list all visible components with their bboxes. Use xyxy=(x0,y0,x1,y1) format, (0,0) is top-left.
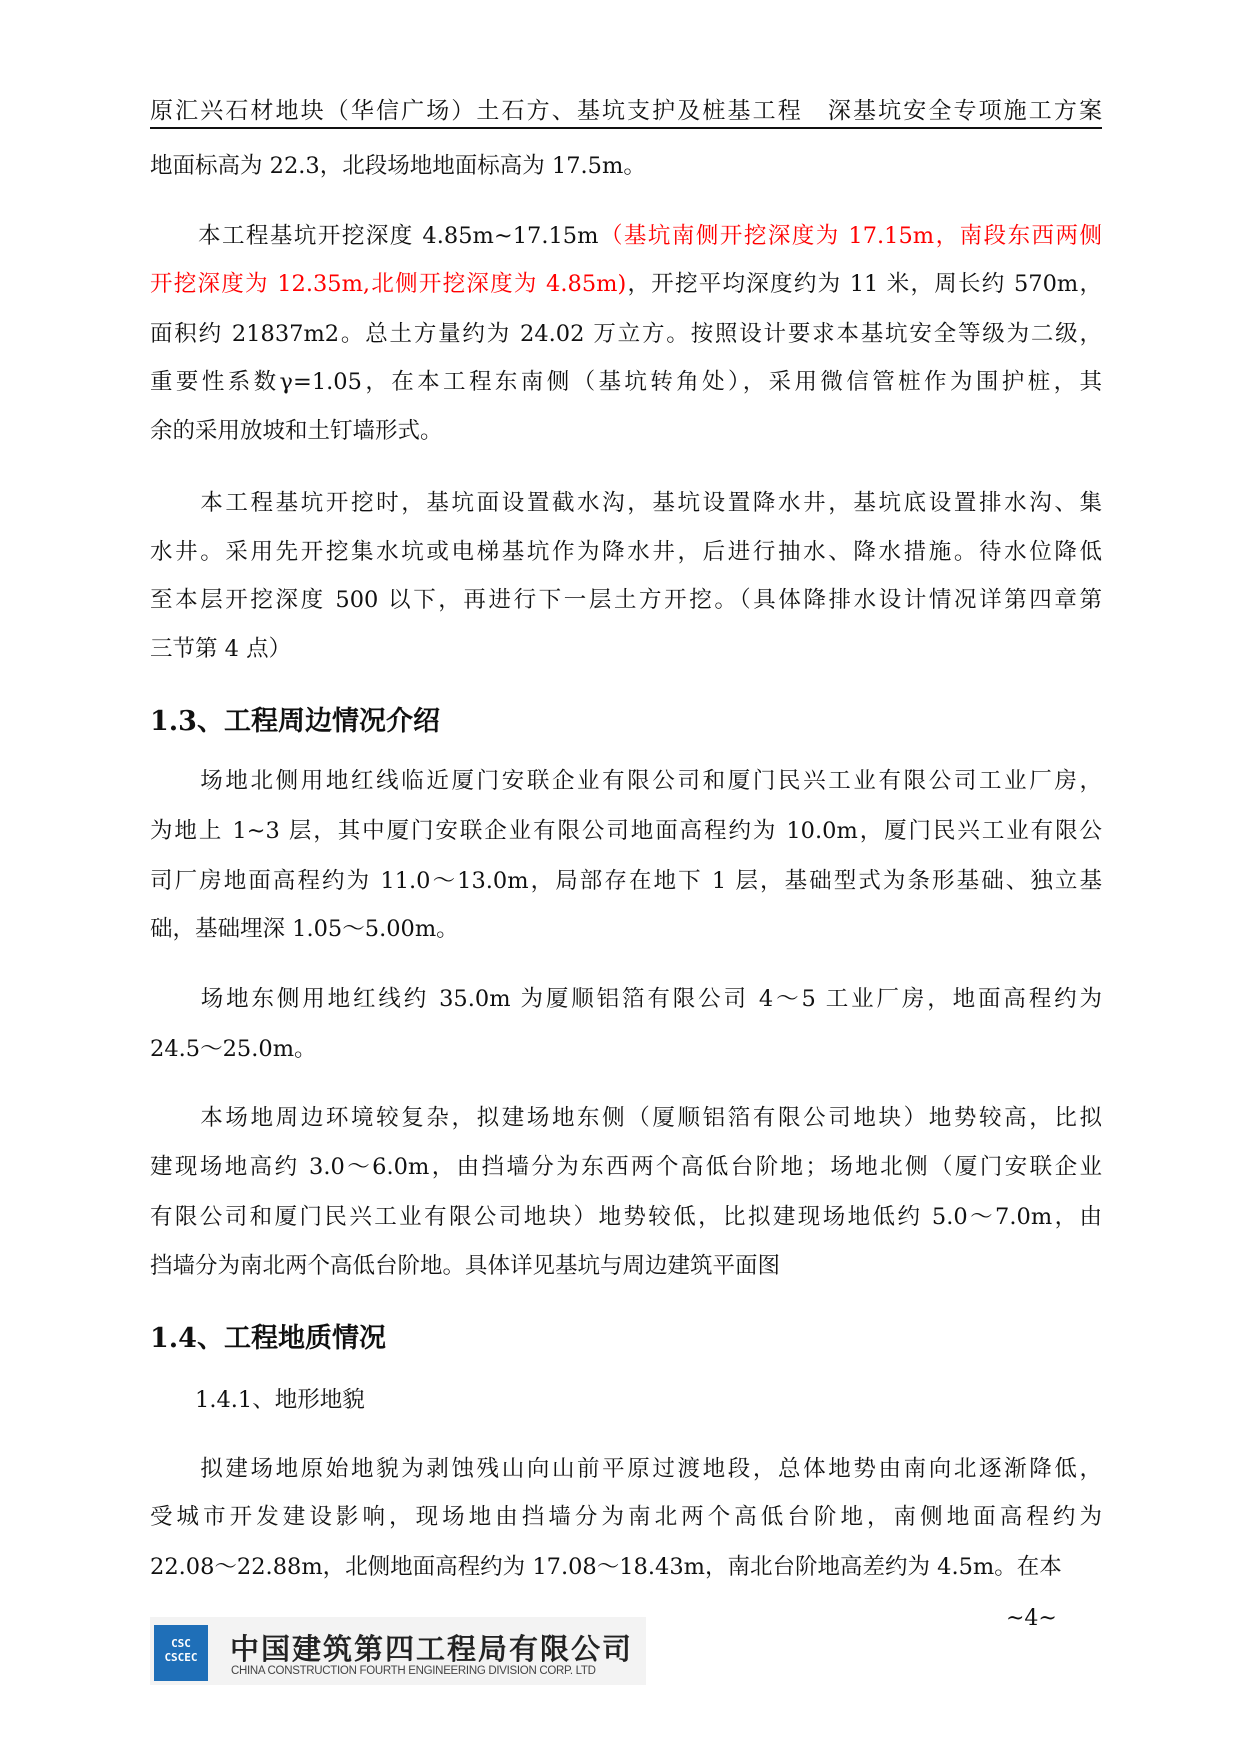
company-logo xyxy=(150,1617,646,1685)
paragraph-line xyxy=(150,866,1102,896)
text-segment: 为地上 1~3 层，其中厦门安联企业有限公司地面高程约为 10.0m，厦门民兴工业有限公 xyxy=(150,818,1102,844)
paragraph-line xyxy=(150,984,1102,1014)
paragraph-line xyxy=(150,766,1102,796)
paragraph-line xyxy=(150,1552,1102,1582)
text-segment: 余的采用放坡和土钉墙形式。 xyxy=(150,418,443,444)
paragraph-line xyxy=(150,151,1102,181)
paragraph-line xyxy=(150,269,1102,299)
paragraph-line xyxy=(150,1034,1102,1064)
section-heading-1-3: 1.3、工程周边情况介绍 xyxy=(150,706,440,737)
highlighted-text: 开挖深度为 12.35m,北侧开挖深度为 4.85m) xyxy=(150,271,627,297)
text-segment: 水井。采用先开挖集水坑或电梯基坑作为降水井，后进行抽水、降水措施。待水位降低 xyxy=(150,539,1102,565)
paragraph-line xyxy=(150,537,1102,567)
paragraph-line xyxy=(150,1202,1102,1232)
paragraph-line xyxy=(150,585,1102,615)
text-segment: 24.5～25.0m。 xyxy=(150,1036,317,1062)
text-segment: 场地北侧用地红线临近厦门安联企业有限公司和厦门民兴工业有限公司工业厂房， xyxy=(150,768,1102,794)
paragraph-line xyxy=(150,816,1102,846)
text-segment: 本工程基坑开挖时，基坑面设置截水沟，基坑设置降水井，基坑底设置排水沟、集 xyxy=(150,490,1102,516)
text-segment: 至本层开挖深度 500 以下，再进行下一层土方开挖。（具体降排水设计情况详第四章第 xyxy=(150,587,1102,613)
logo-company-name-en: CHINA CONSTRUCTION FOURTH ENGINEERING DIVISION CORP. LTD xyxy=(231,1665,596,1677)
page-number: ~4~ xyxy=(1006,1606,1057,1631)
paragraph-line xyxy=(150,634,1102,664)
paragraph-line xyxy=(150,1502,1102,1532)
text-segment: 有限公司和厦门民兴工业有限公司地块）地势较低，比拟建现场地低约 5.0～7.0m，由 xyxy=(150,1204,1102,1230)
text-segment: 挡墙分为南北两个高低台阶地。具体详见基坑与周边建筑平面图 xyxy=(150,1253,781,1279)
paragraph-line xyxy=(150,1152,1102,1182)
cscec-logo-icon: CSC CSCEC xyxy=(154,1625,208,1681)
text-segment: 1.4.1、地形地貌 xyxy=(150,1387,365,1413)
text-segment: 建现场地高约 3.0～6.0m，由挡墙分为东西两个高低台阶地；场地北侧（厦门安联企业 xyxy=(150,1154,1102,1180)
paragraph-line xyxy=(150,416,1102,446)
paragraph-line xyxy=(150,1454,1102,1484)
document-header: 原汇兴石材地块（华信广场）土石方、基坑支护及桩基工程 深基坑安全专项施工方案 xyxy=(150,92,1102,129)
text-segment: ，开挖平均深度约为 11 米，周长约 570m， xyxy=(626,271,1102,297)
paragraph-line xyxy=(150,319,1102,349)
text-segment: 本工程基坑开挖深度 4.85m~17.15m xyxy=(150,223,599,249)
text-segment: 础，基础埋深 1.05～5.00m。 xyxy=(150,916,459,942)
text-segment: 面积约 21837m2。总土方量约为 24.02 万立方。按照设计要求本基坑安全等级为二级， xyxy=(150,321,1102,347)
text-segment: 拟建场地原始地貌为剥蚀残山向山前平原过渡地段，总体地势由南向北逐渐降低， xyxy=(150,1456,1102,1482)
text-segment: 场地东侧用地红线约 35.0m 为厦顺铝箔有限公司 4～5 工业厂房，地面高程约为 xyxy=(150,986,1102,1012)
paragraph-line xyxy=(150,1251,1102,1281)
text-segment: 本场地周边环境较复杂，拟建场地东侧（厦顺铝箔有限公司地块）地势较高，比拟 xyxy=(150,1105,1102,1131)
paragraph-line xyxy=(150,1385,1102,1415)
paragraph-line xyxy=(150,221,1102,251)
text-segment: 地面标高为 22.3，北段场地地面标高为 17.5m。 xyxy=(150,153,646,179)
text-segment: 三节第 4 点） xyxy=(150,636,292,662)
text-segment: 22.08～22.88m，北侧地面高程约为 17.08～18.43m，南北台阶地高差约为 4.5m。在本 xyxy=(150,1554,1062,1580)
paragraph-line xyxy=(150,488,1102,518)
paragraph-line xyxy=(150,914,1102,944)
text-segment: 重要性系数γ=1.05，在本工程东南侧（基坑转角处），采用微信管桩作为围护桩，其 xyxy=(150,369,1102,395)
paragraph-line xyxy=(150,367,1102,397)
paragraph-line xyxy=(150,1103,1102,1133)
highlighted-text: （基坑南侧开挖深度为 17.15m，南段东西两侧 xyxy=(598,223,1103,249)
logo-company-name-cn: 中国建筑第四工程局有限公司 xyxy=(230,1632,634,1666)
text-segment: 司厂房地面高程约为 11.0～13.0m，局部存在地下 1 层，基础型式为条形基础、独立基 xyxy=(150,868,1102,894)
text-segment: 受城市开发建设影响，现场地由挡墙分为南北两个高低台阶地，南侧地面高程约为 xyxy=(150,1504,1102,1530)
section-heading-1-4: 1.4、工程地质情况 xyxy=(150,1323,386,1354)
